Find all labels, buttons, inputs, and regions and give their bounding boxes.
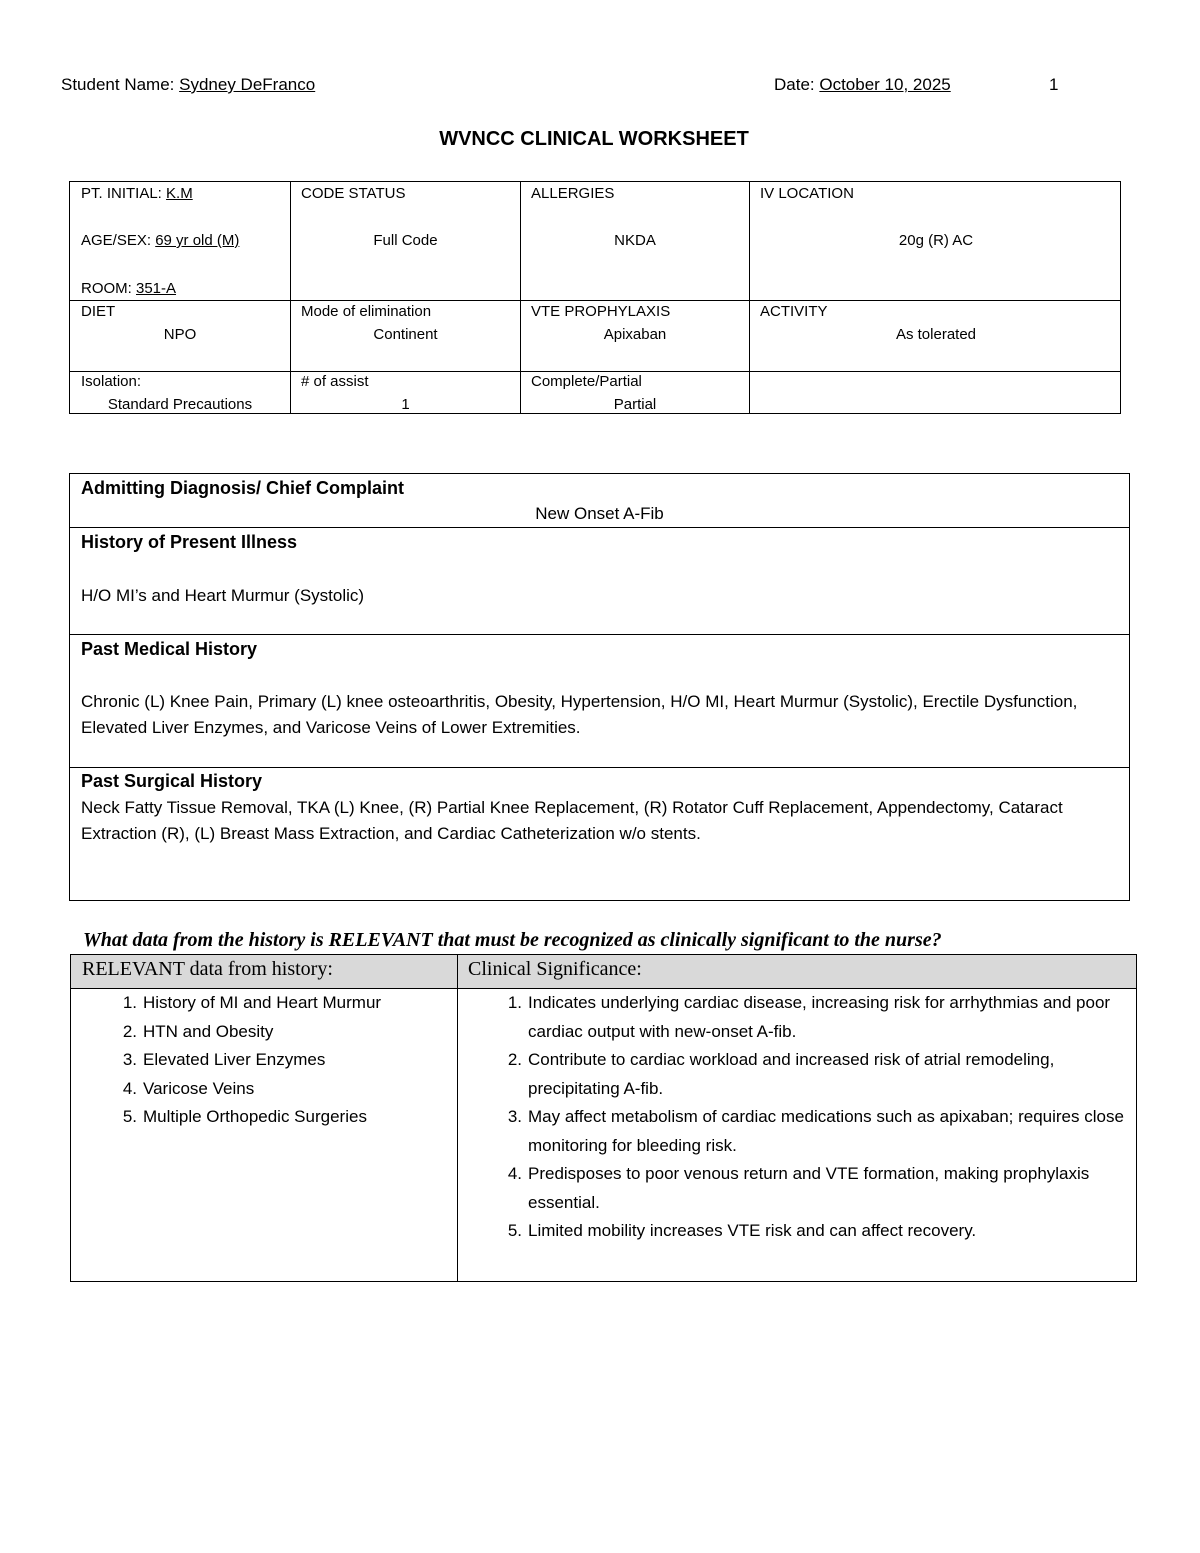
list-item: 2. Contribute to cardiac workload and increased risk of atrial remodeling, precipitating A-fib. xyxy=(507,1050,1055,1098)
list-item: 3. Elevated Liver Enzymes xyxy=(122,1050,326,1069)
table-divider xyxy=(457,955,458,1281)
pt-initial-label: PT. INITIAL: xyxy=(81,185,167,202)
relevant-data-table xyxy=(70,954,1137,1282)
hpi-title: History of Present Illness xyxy=(81,532,298,552)
isolation-label: Isolation: xyxy=(81,373,142,390)
admitting-diagnosis-text: New Onset A-Fib xyxy=(535,504,664,523)
pmh-text: Chronic (L) Knee Pain, Primary (L) knee osteoarthritis, Obesity, Hypertension, H/O MI, Heart Murmur (Systolic), Erectile Dysfunction, Elevated Liver Enzymes, and Varicose Veins of Lower Extremities. xyxy=(81,692,1078,737)
complete-partial-value: Partial xyxy=(613,396,657,413)
allergies-value: NKDA xyxy=(614,232,656,249)
diet-label: DIET xyxy=(81,303,116,320)
hpi-text: H/O MI’s and Heart Murmur (Systolic) xyxy=(81,586,365,605)
complete-partial-label: Complete/Partial xyxy=(531,373,642,390)
date-line xyxy=(774,75,951,95)
elimination-label: Mode of elimination xyxy=(301,303,432,320)
pt-initial-value: K.M xyxy=(166,185,193,202)
admitting-diagnosis-title: Admitting Diagnosis/ Chief Complaint xyxy=(81,478,404,498)
significance-col-header: Clinical Significance: xyxy=(468,958,642,980)
vte-value: Apixaban xyxy=(603,326,667,343)
patient-info-grid xyxy=(69,181,1121,414)
history-divider xyxy=(70,527,1129,528)
table-header-row xyxy=(71,955,1136,989)
list-item: 4. Predisposes to poor venous return and VTE formation, making prophylaxis essential. xyxy=(507,1164,1090,1212)
room-label: ROOM: xyxy=(81,280,136,297)
age-sex-label: AGE/SEX: xyxy=(81,232,156,249)
student-name-line xyxy=(61,75,315,95)
list-item: 5. Limited mobility increases VTE risk and can affect recovery. xyxy=(507,1221,977,1240)
relevance-question: What data from the history is RELEVANT that must be recognized as clinically significant to the nurse? xyxy=(83,929,942,951)
grid-divider xyxy=(290,182,291,413)
list-item: 5. Multiple Orthopedic Surgeries xyxy=(122,1107,367,1126)
code-status-label: CODE STATUS xyxy=(301,185,406,202)
assist-value: 1 xyxy=(401,396,410,413)
relevant-list xyxy=(107,989,447,1132)
list-item: 2. HTN and Obesity xyxy=(122,1021,274,1041)
iv-location-label: IV LOCATION xyxy=(760,185,854,202)
significance-list xyxy=(492,989,1128,1246)
list-item: 4. Varicose Veins xyxy=(122,1078,255,1098)
list-item: 1. Indicates underlying cardiac disease, increasing risk for arrhythmias and poor cardiac output with new-onset A-fib. xyxy=(507,993,1111,1041)
history-divider xyxy=(70,767,1129,768)
code-status-value: Full Code xyxy=(373,232,438,249)
elimination-value: Continent xyxy=(373,326,438,343)
room-field xyxy=(81,280,176,297)
pt-initial-field xyxy=(81,185,193,202)
diet-value: NPO xyxy=(163,326,197,343)
iv-location-value: 20g (R) AC xyxy=(898,232,974,249)
page-number: 1 xyxy=(1049,75,1059,94)
list-item: 3. May affect metabolism of cardiac medications such as apixaban; requires close monitoring for bleeding risk. xyxy=(507,1107,1124,1155)
history-divider xyxy=(70,634,1129,635)
date-value: October 10, 2025 xyxy=(819,75,951,94)
grid-divider xyxy=(520,182,521,413)
allergies-label: ALLERGIES xyxy=(531,185,615,202)
relevant-col-header: RELEVANT data from history: xyxy=(82,958,333,980)
history-box xyxy=(69,473,1130,901)
isolation-value: Standard Precautions xyxy=(107,396,253,413)
student-name-label: Student Name: xyxy=(61,75,180,94)
grid-divider xyxy=(749,182,750,413)
room-value: 351-A xyxy=(136,280,177,297)
date-label: Date: xyxy=(774,75,820,94)
student-name-value: Sydney DeFranco xyxy=(179,75,316,94)
pmh-title: Past Medical History xyxy=(81,639,258,659)
age-sex-field xyxy=(81,232,239,249)
assist-label: # of assist xyxy=(301,373,369,390)
grid-divider xyxy=(70,300,1120,301)
activity-value: As tolerated xyxy=(895,326,977,343)
psh-text: Neck Fatty Tissue Removal, TKA (L) Knee, (R) Partial Knee Replacement, (R) Rotator Cuff Replacement, Appendectomy, Cataract Extraction (R), (L) Breast Mass Extraction, and Cardiac Catheterization w/o stents. xyxy=(81,798,1063,843)
vte-label: VTE PROPHYLAXIS xyxy=(531,303,671,320)
page-title: WVNCC CLINICAL WORKSHEET xyxy=(439,128,749,150)
activity-label: ACTIVITY xyxy=(760,303,828,320)
psh-title: Past Surgical History xyxy=(81,771,263,791)
age-sex-value: 69 yr old (M) xyxy=(155,232,240,249)
list-item: 1. History of MI and Heart Murmur xyxy=(122,993,382,1012)
grid-divider xyxy=(70,371,1120,372)
